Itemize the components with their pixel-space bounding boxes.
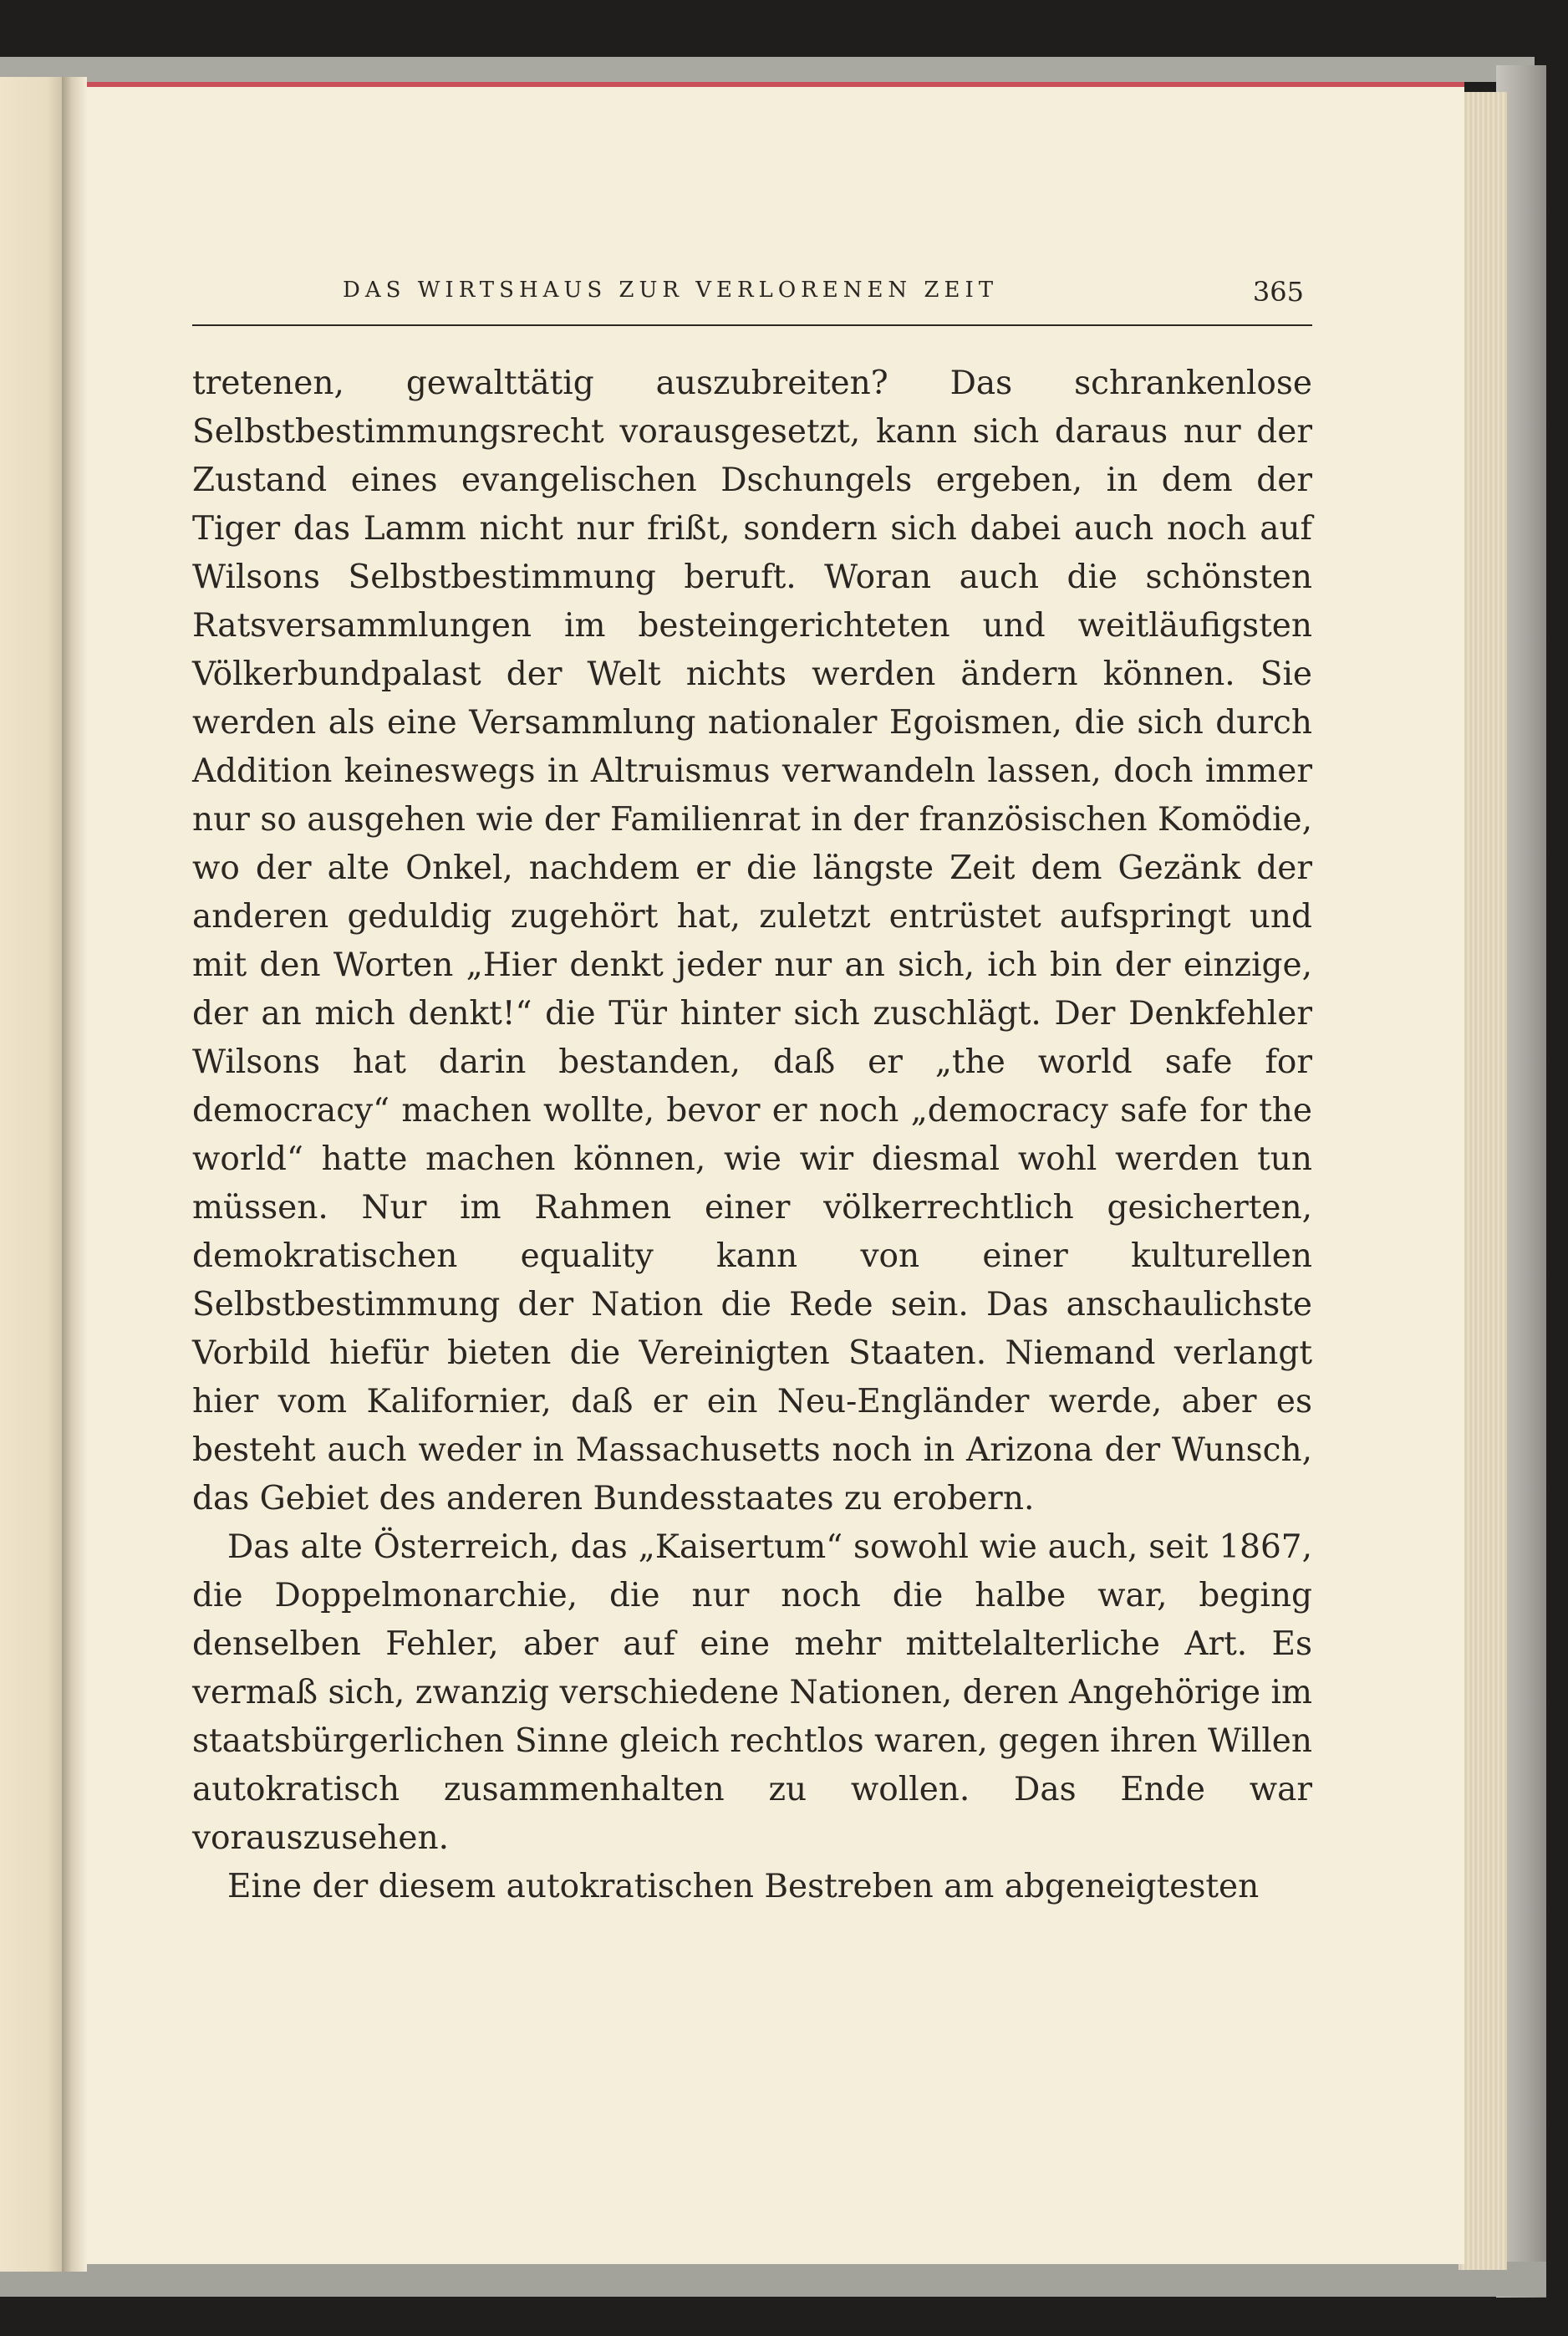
paragraph-1: tretenen, gewalttätig auszubreiten? Das schrankenlose Selbstbestimmungsrecht vorausgesetzt, kann sich daraus nur der Zustand eines evangelischen Dschungels ergeben, in dem der Tiger das Lamm nicht nur frißt, sondern sich dabei auch noch auf Wilsons Selbstbestimmung beruft. Woran auch die schönsten Ratsversammlungen im besteingerichteten und weitläufigsten Völkerbundpalast der Welt nichts werden ändern können. Sie werden als eine Versammlung nationaler Egoismen, die sich durch Addition keineswegs in Altruismus verwandeln lassen, doch immer nur so ausgehen wie der Familienrat in der französischen Komödie, wo der alte Onkel, nachdem er die längste Zeit dem Gezänk der anderen geduldig zugehört hat, zuletzt entrüstet aufspringt und mit den Worten „Hier denkt jeder nur an sich, ich bin der einzige, der an mich denkt!“ die Tür hinter sich zuschlägt. Der Denkfehler Wilsons hat darin bestanden, daß er „the world safe for democracy“ machen wollte, bevor er noch „democracy safe for the world“ hatte machen können, wie wir diesmal wohl werden tun müssen. Nur im Rahmen einer völkerrechtlich gesicherten, demokratischen equality kann von einer kulturellen Selbstbestimmung der Nation die Rede sein. Das anschaulichste Vorbild hiefür bieten die Vereinigten Staaten. Niemand verlangt hier vom Kalifornier, daß er ein Neu-Engländer werde, aber es besteht auch weder in Massachusetts noch in Arizona der Wunsch, das Gebiet des anderen Bundesstaates zu erobern. [192,365,1312,1517]
page-stack-edges [1459,92,1507,2270]
facing-page-edge [0,77,67,2272]
book-page [80,82,1464,2264]
paragraph-2: Das alte Österreich, das „Kaisertum“ sowohl wie auch, seit 1867, die Doppelmonarchie, die nur noch die halbe war, beging denselben Fehler, aber auf eine mehr mittelalterliche Art. Es vermaß sich, zwanzig verschiedene Nationen, deren Angehörige im staatsbürgerlichen Sinne gleich rechtlos waren, gegen ihren Willen autokratisch zusammenhalten zu wollen. Das Ende war vorauszusehen. [192,1528,1312,1857]
paragraph-3: Eine der diesem autokratischen Bestreben am abgeneigtesten [227,1868,1260,1905]
running-head [192,276,1312,326]
page-number: 365 [1252,276,1304,308]
running-head-title: DAS WIRTSHAUS ZUR VERLORENEN ZEIT [343,278,999,303]
page-content [192,276,1312,1911]
page-gutter [62,77,87,2272]
book-cover-top-edge [0,57,1535,82]
book-cover-bottom-edge [0,2262,1546,2297]
